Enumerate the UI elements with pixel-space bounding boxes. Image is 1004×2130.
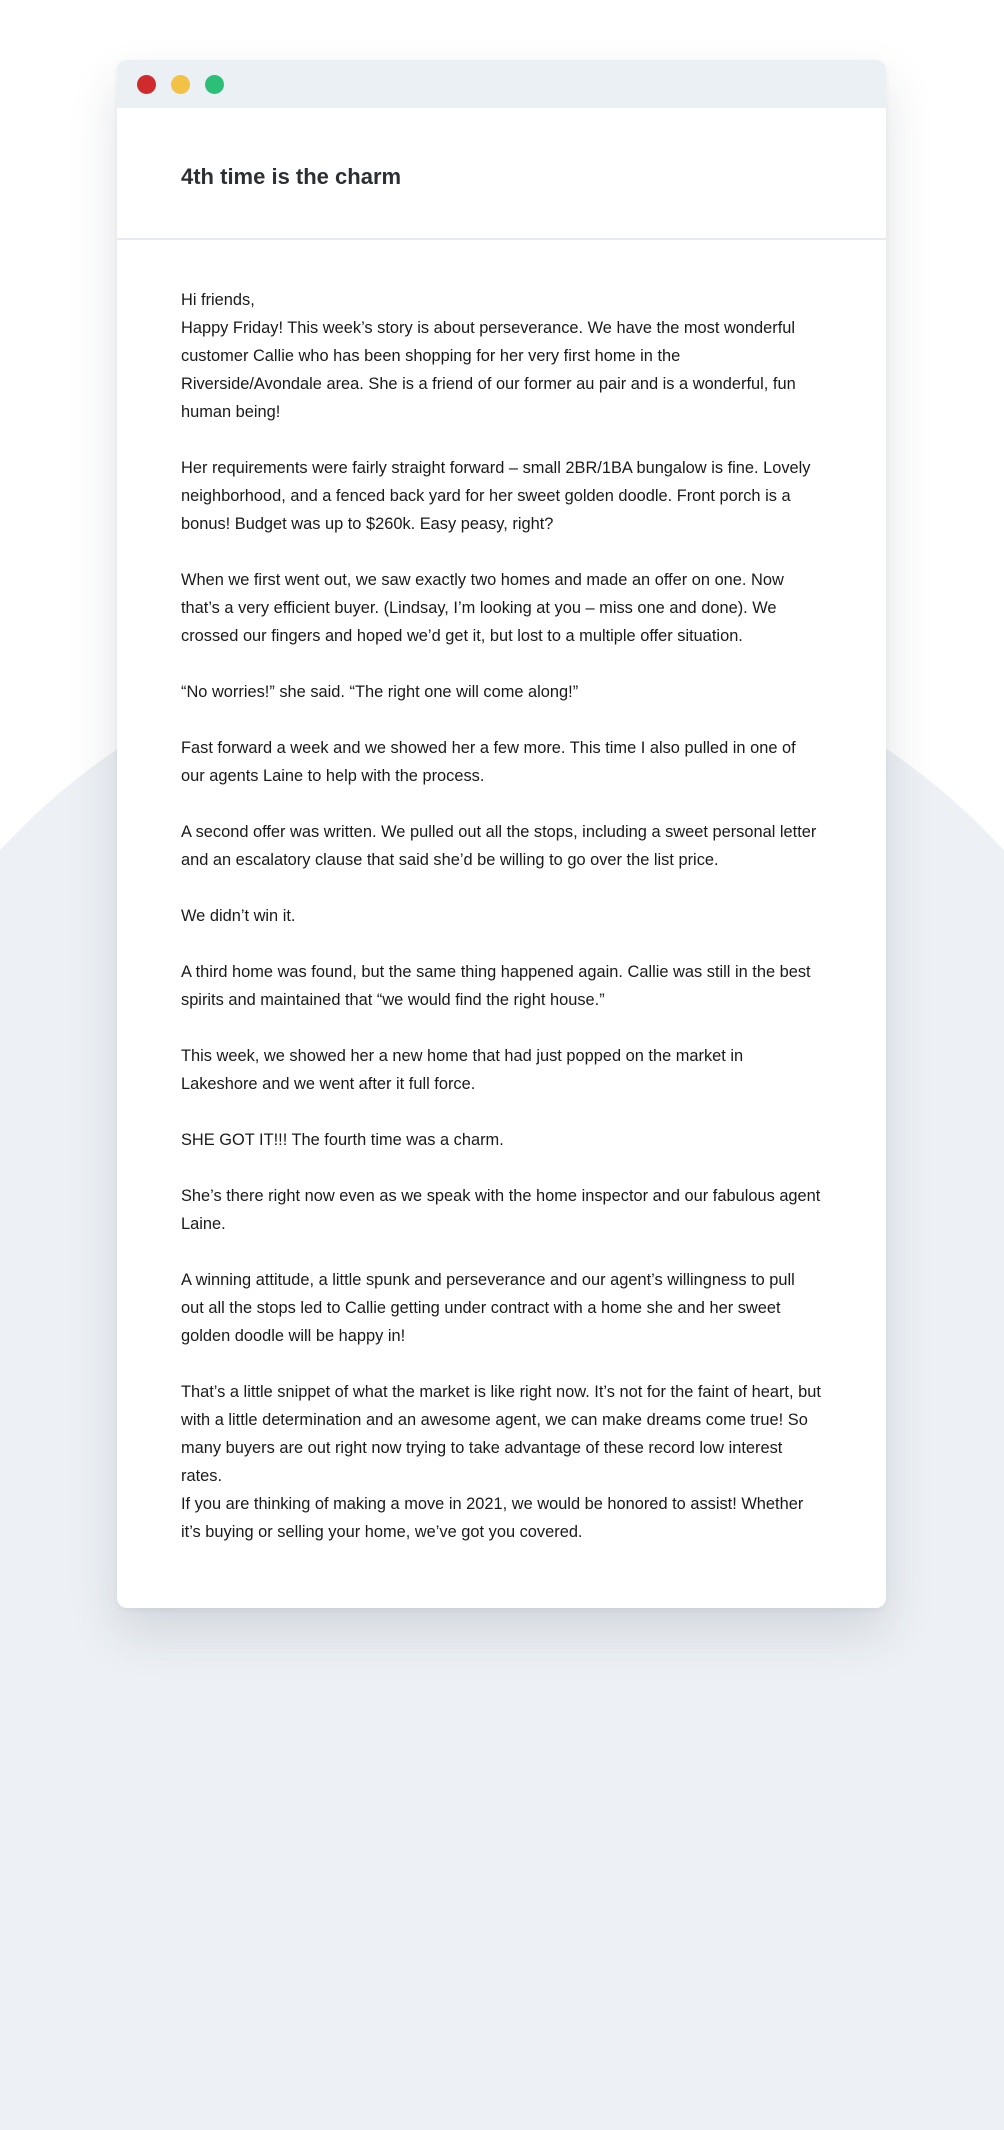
email-paragraph: SHE GOT IT!!! The fourth time was a charm. [181,1131,504,1149]
email-paragraph: That’s a little snippet of what the market is like right now. It’s not for the faint of heart, but with a little determination and an awesome agent, we can make dreams come true! So many buyers are out right now trying to take advantage of these record low interest rates. [181,1383,821,1485]
email-paragraph: Happy Friday! This week’s story is about perseverance. We have the most wonderful customer Callie who has been shopping for her very first home in the Riverside/Avondale area. She is a friend of our former au pair and is a wonderful, fun human being! [181,319,796,421]
email-paragraph: When we first went out, we saw exactly two homes and made an offer on one. Now that’s a very efficient buyer. (Lindsay, I’m looking at you – miss one and done). We crossed our fingers and hoped we’d get it, but lost to a multiple offer situation. [181,571,784,645]
email-paragraph: Her requirements were fairly straight forward – small 2BR/1BA bungalow is fine. Lovely neighborhood, and a fenced back yard for her sweet golden doodle. Front porch is a bonus! Budget was up to $260k. Easy peasy, right? [181,459,811,533]
email-window [117,60,886,1608]
email-paragraph: “No worries!” she said. “The right one will come along!” [181,683,579,701]
email-paragraph: A third home was found, but the same thing happened again. Callie was still in the best spirits and maintained that “we would find the right house.” [181,963,811,1009]
email-greeting: Hi friends, [181,291,255,309]
email-body [117,240,886,1546]
email-paragraph: A second offer was written. We pulled out all the stops, including a sweet personal letter and an escalatory clause that said she’d be willing to go over the list price. [181,823,817,869]
email-paragraph: We didn’t win it. [181,907,296,925]
email-paragraph: A winning attitude, a little spunk and perseverance and our agent’s willingness to pull out all the stops led to Callie getting under contract with a home she and her sweet golden doodle will be happy in! [181,1271,795,1345]
email-paragraph: She’s there right now even as we speak with the home inspector and our fabulous agent Laine. [181,1187,821,1233]
email-paragraph: If you are thinking of making a move in 2021, we would be honored to assist! Whether it’s buying or selling your home, we’ve got you covered. [181,1495,804,1541]
close-window-button[interactable] [137,75,156,94]
email-subject: 4th time is the charm [181,164,402,189]
email-paragraph: This week, we showed her a new home that had just popped on the market in Lakeshore and we went after it full force. [181,1047,744,1093]
email-header [117,108,886,240]
email-paragraph: Fast forward a week and we showed her a few more. This time I also pulled in one of our agents Laine to help with the process. [181,739,796,785]
